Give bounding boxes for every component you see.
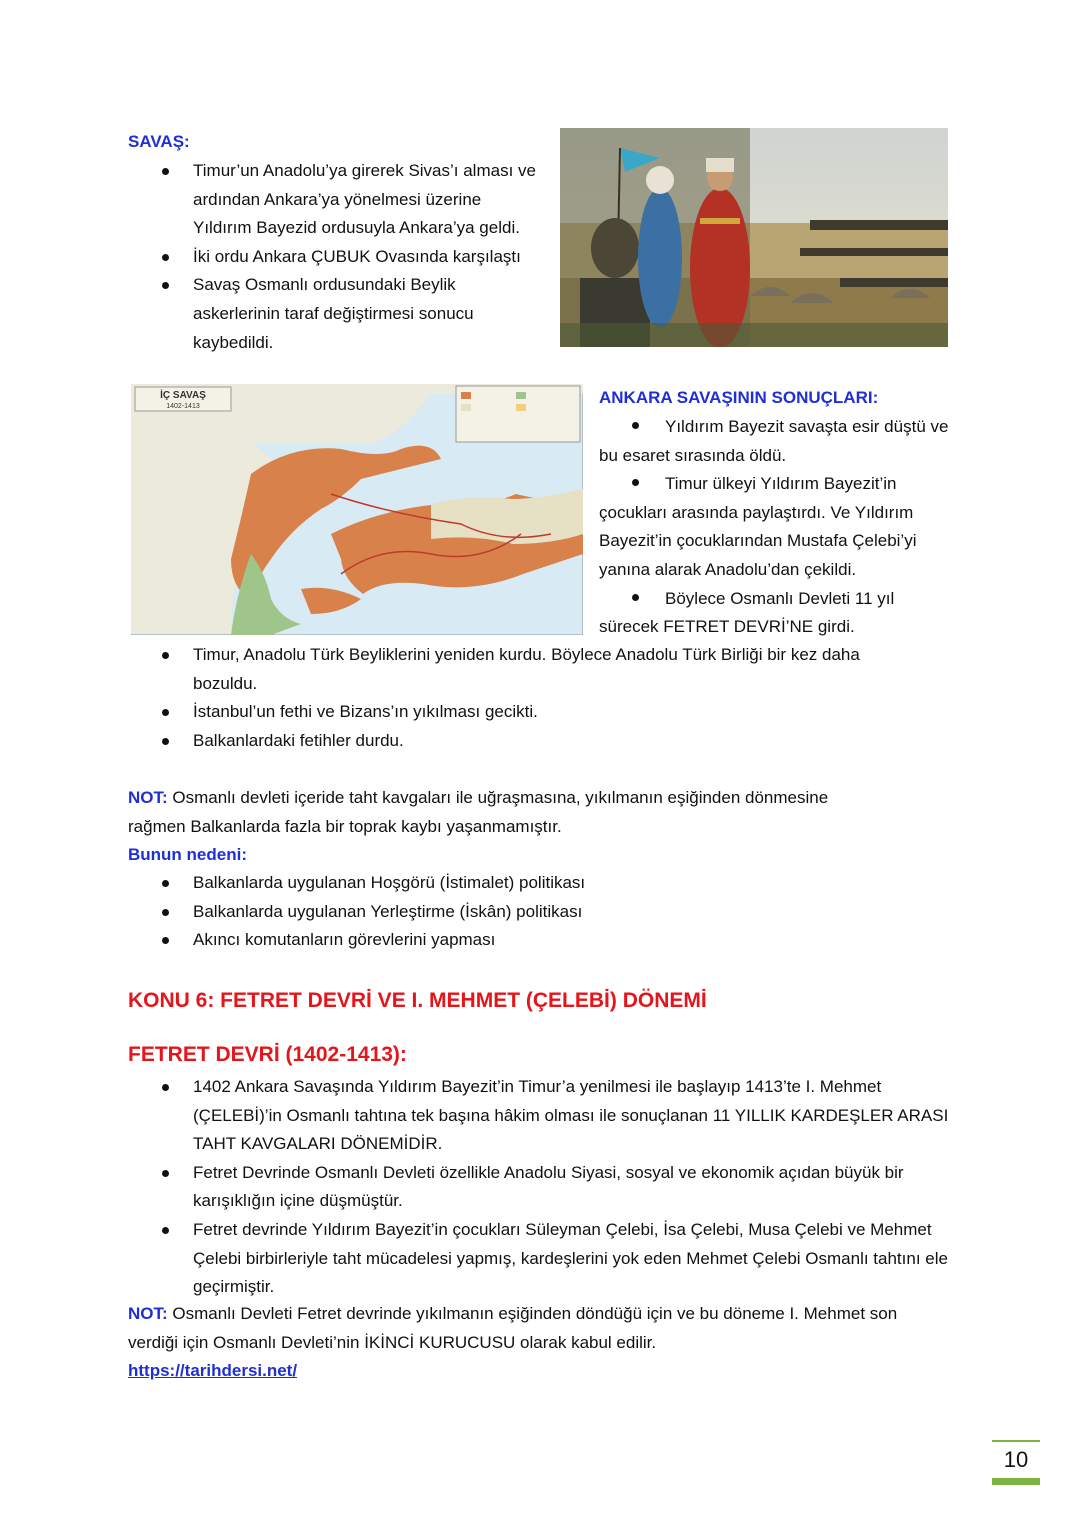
website-link[interactable]: https://tarihdersi.net/ [128, 1361, 298, 1380]
map-title: İÇ SAVAŞ [160, 390, 206, 401]
savas-heading: SAVAŞ: [128, 132, 190, 151]
list-item: Balkanlarda uygulanan Yerleştirme (İskân) politikası [128, 898, 928, 927]
list-item: 1402 Ankara Savaşında Yıldırım Bayezit’in Timur’a yenilmesi ile başlayıp 1413’te I. Mehmet (ÇELEBİ)’in Osmanlı tahtına tek başına hâkim olması ile sonuçlanan 11 YILLIK KARDEŞLER ARASI TAHT KAVGALARI DÖNEMİDİR. [128, 1073, 958, 1159]
list-item: Böylece Osmanlı Devleti 11 yıl sürecek FETRET DEVRİ’NE girdi. [599, 588, 895, 637]
bullet-icon [632, 479, 639, 486]
battle-painting [560, 128, 948, 347]
list-item: Timur’un Anadolu’ya girerek Sivas’ı alması ve ardından Ankara’ya yönelmesi üzerine Yıldırım Bayezid ordusuyla Ankara’ya geldi. [128, 157, 540, 243]
savas-list [128, 157, 540, 357]
note-label: NOT: [128, 1304, 168, 1323]
bullet-icon [632, 594, 639, 601]
list-item: İki ordu Ankara ÇUBUK Ovasında karşılaştı [128, 243, 540, 272]
subsection-heading: FETRET DEVRİ (1402-1413): [128, 1043, 407, 1066]
civil-war-map [131, 384, 583, 635]
sonuclar-more-list [128, 641, 928, 755]
list-item: Timur ülkeyi Yıldırım Bayezit’in çocukları arasında paylaştırdı. Ve Yıldırım Bayezit’in çocuklarından Mustafa Çelebi’yi yanına alarak Anadolu’dan çekildi. [599, 474, 917, 579]
list-item: Akıncı komutanların görevlerini yapması [128, 926, 928, 955]
sonuclar-block [599, 413, 949, 642]
reason-label: Bunun nedeni: [128, 845, 247, 864]
list-item: Balkanlarda uygulanan Hoşgörü (İstimalet) politikası [128, 869, 928, 898]
note-label: NOT: [128, 788, 168, 807]
reason-list [128, 869, 928, 955]
note-paragraph: NOT: Osmanlı Devleti Fetret devrinde yıkılmanın eşiğinden döndüğü için ve bu döneme I. Mehmet son verdiği için Osmanlı Devleti’nin İKİNCİ KURUCUSU olarak kabul edilir. [128, 1304, 898, 1352]
list-item: İstanbul’un fethi ve Bizans’ın yıkılması gecikti. [128, 698, 928, 727]
list-item: Yıldırım Bayezit savaşta esir düştü ve bu esaret sırasında öldü. [599, 417, 949, 465]
page-number-rule [992, 1440, 1040, 1442]
page-number-bar [992, 1478, 1040, 1485]
list-item: Fetret devrinde Yıldırım Bayezit’in çocukları Süleyman Çelebi, İsa Çelebi, Musa Çelebi ve Mehmet Çelebi birbirleriyle taht mücadelesi yapmış, kardeşlerini yok eden Mehmet Çelebi Osmanlı tahtını ele geçirmiştir. [128, 1216, 958, 1302]
page-number: 10 [1003, 1447, 1029, 1472]
note-paragraph: NOT: Osmanlı devleti içeride taht kavgaları ile uğraşmasına, yıkılmanın eşiğinden dönmesine rağmen Balkanlarda fazla bir toprak kaybı yaşanmamıştır. [128, 788, 829, 836]
sonuclar-heading: ANKARA SAVAŞININ SONUÇLARI: [599, 388, 879, 407]
list-item: Balkanlardaki fetihler durdu. [128, 727, 928, 756]
section-heading: KONU 6: FETRET DEVRİ VE I. MEHMET (ÇELEBİ) DÖNEMİ [128, 989, 707, 1012]
bullet-icon [632, 422, 639, 429]
list-item: Fetret Devrinde Osmanlı Devleti özellikle Anadolu Siyasi, sosyal ve ekonomik açıdan büyük bir karışıklığın içine düşmüştür. [128, 1159, 958, 1216]
list-item: Timur, Anadolu Türk Beyliklerini yeniden kurdu. Böylece Anadolu Türk Birliği bir kez daha bozuldu. [128, 641, 928, 698]
fetret-list [128, 1073, 958, 1302]
list-item: Savaş Osmanlı ordusundaki Beylik askerlerinin taraf değiştirmesi sonucu kaybedildi. [128, 271, 540, 357]
map-years: 1402-1413 [166, 403, 200, 410]
